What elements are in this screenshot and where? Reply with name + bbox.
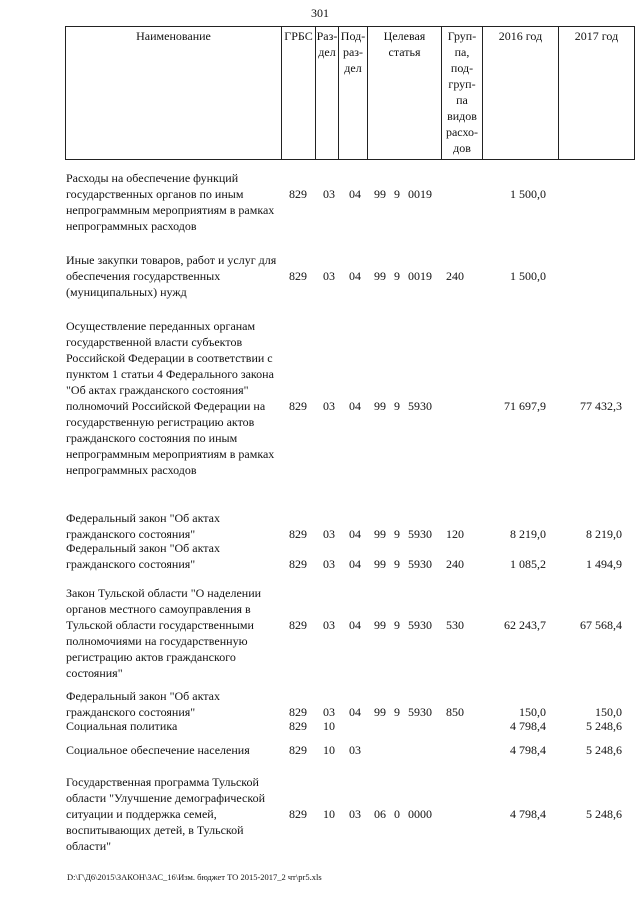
cell-y2017: 5 248,6 [586, 743, 622, 757]
cell-pr: 04 [349, 618, 361, 632]
cell-pr: 04 [349, 705, 361, 719]
row-name: Федеральный закон "Об актах гражданского состояния" [66, 511, 220, 541]
cell-t2: 0 [394, 807, 400, 821]
cell-pr: 03 [349, 807, 361, 821]
row-name: Осуществление переданных органам государственной власти субъектов Российской Федерации в соответствии с пунктом 1 статьи 4 Федерального закона "Об актах гражданского состояния" полномочий Российской Федерации на государственную регистрацию актов гражданского состояния по иным непрограммным мероприятиям в рамках непрограммных расходов [66, 319, 275, 477]
cell-pr: 04 [349, 527, 361, 541]
cell-t2: 9 [394, 557, 400, 571]
cell-pr: 04 [349, 269, 361, 283]
cell-pr: 04 [349, 187, 361, 201]
header-razdel: Раз- дел [316, 27, 339, 160]
cell-y2017: 8 219,0 [586, 527, 622, 541]
cell-grbs: 829 [289, 527, 307, 541]
row-name: Иные закупки товаров, работ и услуг для обеспечения государственных (муниципальных) нужд [66, 253, 277, 299]
cell-grbs: 829 [289, 399, 307, 413]
cell-t1: 99 [374, 187, 386, 201]
cell-grbs: 829 [289, 187, 307, 201]
cell-rz: 03 [323, 187, 335, 201]
cell-grbs: 829 [289, 557, 307, 571]
cell-grbs: 829 [289, 719, 307, 733]
header-grbs: ГРБС [282, 27, 316, 160]
header-2016: 2016 год [483, 27, 559, 160]
cell-t3: 5930 [408, 557, 432, 571]
cell-rz: 10 [323, 807, 335, 821]
cell-t2: 9 [394, 269, 400, 283]
cell-pr: 04 [349, 557, 361, 571]
file-path-footer: D:\Г\Д6\2015\ЗАКОН\ЗАС_16\Изм. бюджет ТО 2015-2017_2 чт\pr5.xls [67, 872, 322, 882]
cell-y2016: 1 085,2 [510, 557, 546, 571]
cell-t1: 99 [374, 527, 386, 541]
cell-rz: 10 [323, 743, 335, 757]
cell-t2: 9 [394, 705, 400, 719]
row-name: Закон Тульской области "О наделении органов местного самоуправления в Тульской области государственными полномочиями на государственную регистрацию актов гражданского состояния" [66, 586, 262, 680]
row-name: Государственная программа Тульской области "Улучшение демографической ситуации и поддержка семей, воспитывающих детей, в Тульской области" [66, 775, 266, 853]
cell-t3: 5930 [408, 399, 432, 413]
cell-t1: 99 [374, 399, 386, 413]
cell-t3: 5930 [408, 705, 432, 719]
cell-t2: 9 [394, 187, 400, 201]
cell-y2017: 67 568,4 [580, 618, 622, 632]
cell-t1: 99 [374, 269, 386, 283]
cell-rz: 03 [323, 269, 335, 283]
cell-y2017: 77 432,3 [580, 399, 622, 413]
cell-y2016: 8 219,0 [510, 527, 546, 541]
cell-rz: 03 [323, 618, 335, 632]
cell-t3: 0000 [408, 807, 432, 821]
cell-grbs: 829 [289, 743, 307, 757]
table-header [65, 26, 635, 160]
cell-pr: 04 [349, 399, 361, 413]
cell-vr: 120 [446, 527, 464, 541]
cell-vr: 530 [446, 618, 464, 632]
cell-rz: 03 [323, 705, 335, 719]
cell-vr: 850 [446, 705, 464, 719]
cell-y2017: 5 248,6 [586, 807, 622, 821]
cell-rz: 03 [323, 557, 335, 571]
cell-grbs: 829 [289, 705, 307, 719]
row-name: Федеральный закон "Об актах гражданского состояния" [66, 541, 220, 571]
cell-y2016: 1 500,0 [510, 269, 546, 283]
cell-t3: 5930 [408, 527, 432, 541]
cell-y2016: 62 243,7 [504, 618, 546, 632]
cell-t3: 0019 [408, 187, 432, 201]
cell-t1: 06 [374, 807, 386, 821]
row-name: Федеральный закон "Об актах гражданского состояния" [66, 689, 220, 719]
cell-grbs: 829 [289, 618, 307, 632]
cell-pr: 03 [349, 743, 361, 757]
header-2017: 2017 год [559, 27, 635, 160]
cell-y2016: 4 798,4 [510, 807, 546, 821]
cell-rz: 03 [323, 527, 335, 541]
cell-t2: 9 [394, 618, 400, 632]
cell-t1: 99 [374, 705, 386, 719]
cell-rz: 03 [323, 399, 335, 413]
cell-y2017: 150,0 [595, 705, 622, 719]
cell-y2017: 1 494,9 [586, 557, 622, 571]
header-name: Наименование [66, 27, 282, 160]
cell-vr: 240 [446, 557, 464, 571]
header-group: Груп- па, под- груп- па видов расхо- дов [442, 27, 483, 160]
cell-t1: 99 [374, 557, 386, 571]
cell-y2016: 4 798,4 [510, 719, 546, 733]
page-number: 301 [311, 6, 329, 20]
cell-t2: 9 [394, 527, 400, 541]
cell-grbs: 829 [289, 807, 307, 821]
header-target: Целевая статья [368, 27, 442, 160]
cell-vr: 240 [446, 269, 464, 283]
row-name: Социальное обеспечение населения [66, 743, 250, 757]
header-podrazdel: Под- раз- дел [339, 27, 368, 160]
cell-t3: 5930 [408, 618, 432, 632]
cell-y2016: 71 697,9 [504, 399, 546, 413]
cell-t1: 99 [374, 618, 386, 632]
cell-t3: 0019 [408, 269, 432, 283]
cell-y2016: 1 500,0 [510, 187, 546, 201]
cell-grbs: 829 [289, 269, 307, 283]
cell-y2016: 4 798,4 [510, 743, 546, 757]
row-name: Расходы на обеспечение функций государственных органов по иным непрограммным мероприятиям в рамках непрограммных расходов [66, 171, 275, 233]
cell-y2017: 5 248,6 [586, 719, 622, 733]
cell-rz: 10 [323, 719, 335, 733]
cell-t2: 9 [394, 399, 400, 413]
cell-y2016: 150,0 [519, 705, 546, 719]
row-name: Социальная политика [66, 719, 178, 733]
